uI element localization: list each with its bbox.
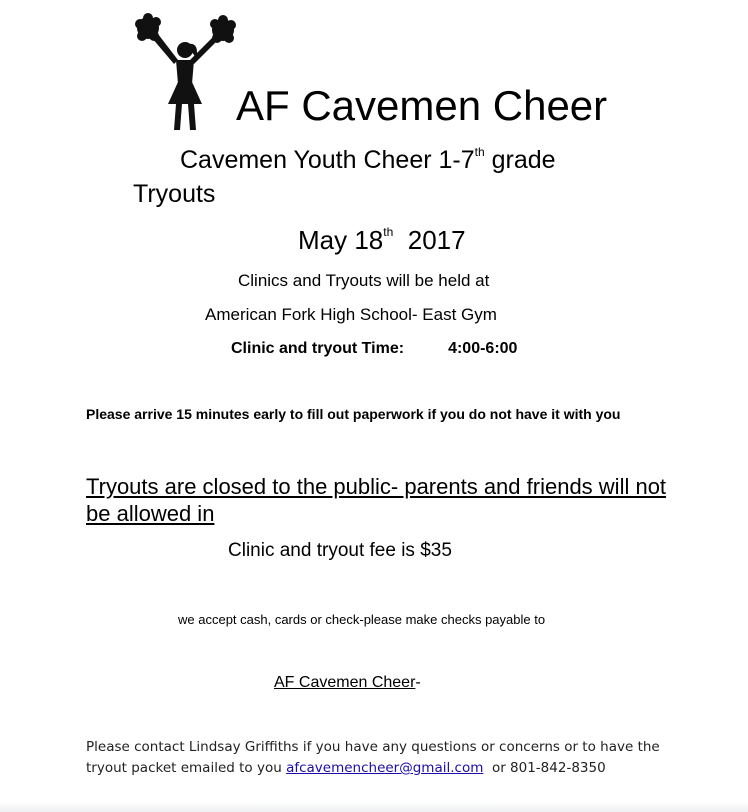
fee-note: Clinic and tryout fee is $35 [228, 540, 452, 561]
location-intro: Clinics and Tryouts will be held at [238, 271, 490, 290]
page-title: AF Cavemen Cheer [236, 82, 608, 129]
location-venue: American Fork High School- East Gym [205, 305, 497, 324]
contact-phone: or 801-842-8350 [483, 760, 606, 776]
contact-text: Please contact Lindsay Griffiths if you have any questions or concerns or to have the tryout packet emailed to you [86, 739, 660, 776]
date-month-day: May 18 [298, 225, 384, 255]
payment-note: we accept cash, cards or check-please make checks payable to [178, 612, 546, 627]
time-value: 4:00-6:00 [448, 340, 518, 357]
time-row [231, 340, 517, 358]
time-label: Clinic and tryout Time: [231, 340, 405, 357]
subtitle-superscript: th [474, 145, 485, 159]
subtitle-text: Cavemen Youth Cheer 1-7 [180, 146, 475, 174]
subtitle-line2: Tryouts [133, 180, 216, 208]
subtitle [180, 146, 556, 175]
payee [274, 674, 421, 692]
contact-info [86, 737, 686, 779]
payee-name: AF Cavemen Cheer [274, 674, 416, 691]
event-date [298, 225, 466, 256]
payee-suffix: - [415, 674, 421, 691]
closed-note: Tryouts are closed to the public- parents and friends will not be allowed in [86, 474, 667, 526]
date-superscript: th [383, 225, 394, 239]
subtitle-text-end: grade [484, 146, 556, 174]
arrive-note: Please arrive 15 minutes early to fill out paperwork if you do not have it with you [86, 406, 621, 422]
date-year: 2017 [393, 225, 466, 255]
contact-email-link[interactable]: afcavemencheer@gmail.com [286, 760, 484, 776]
cheerleader-logo-icon [130, 12, 240, 134]
page-bottom-edge [0, 802, 748, 812]
